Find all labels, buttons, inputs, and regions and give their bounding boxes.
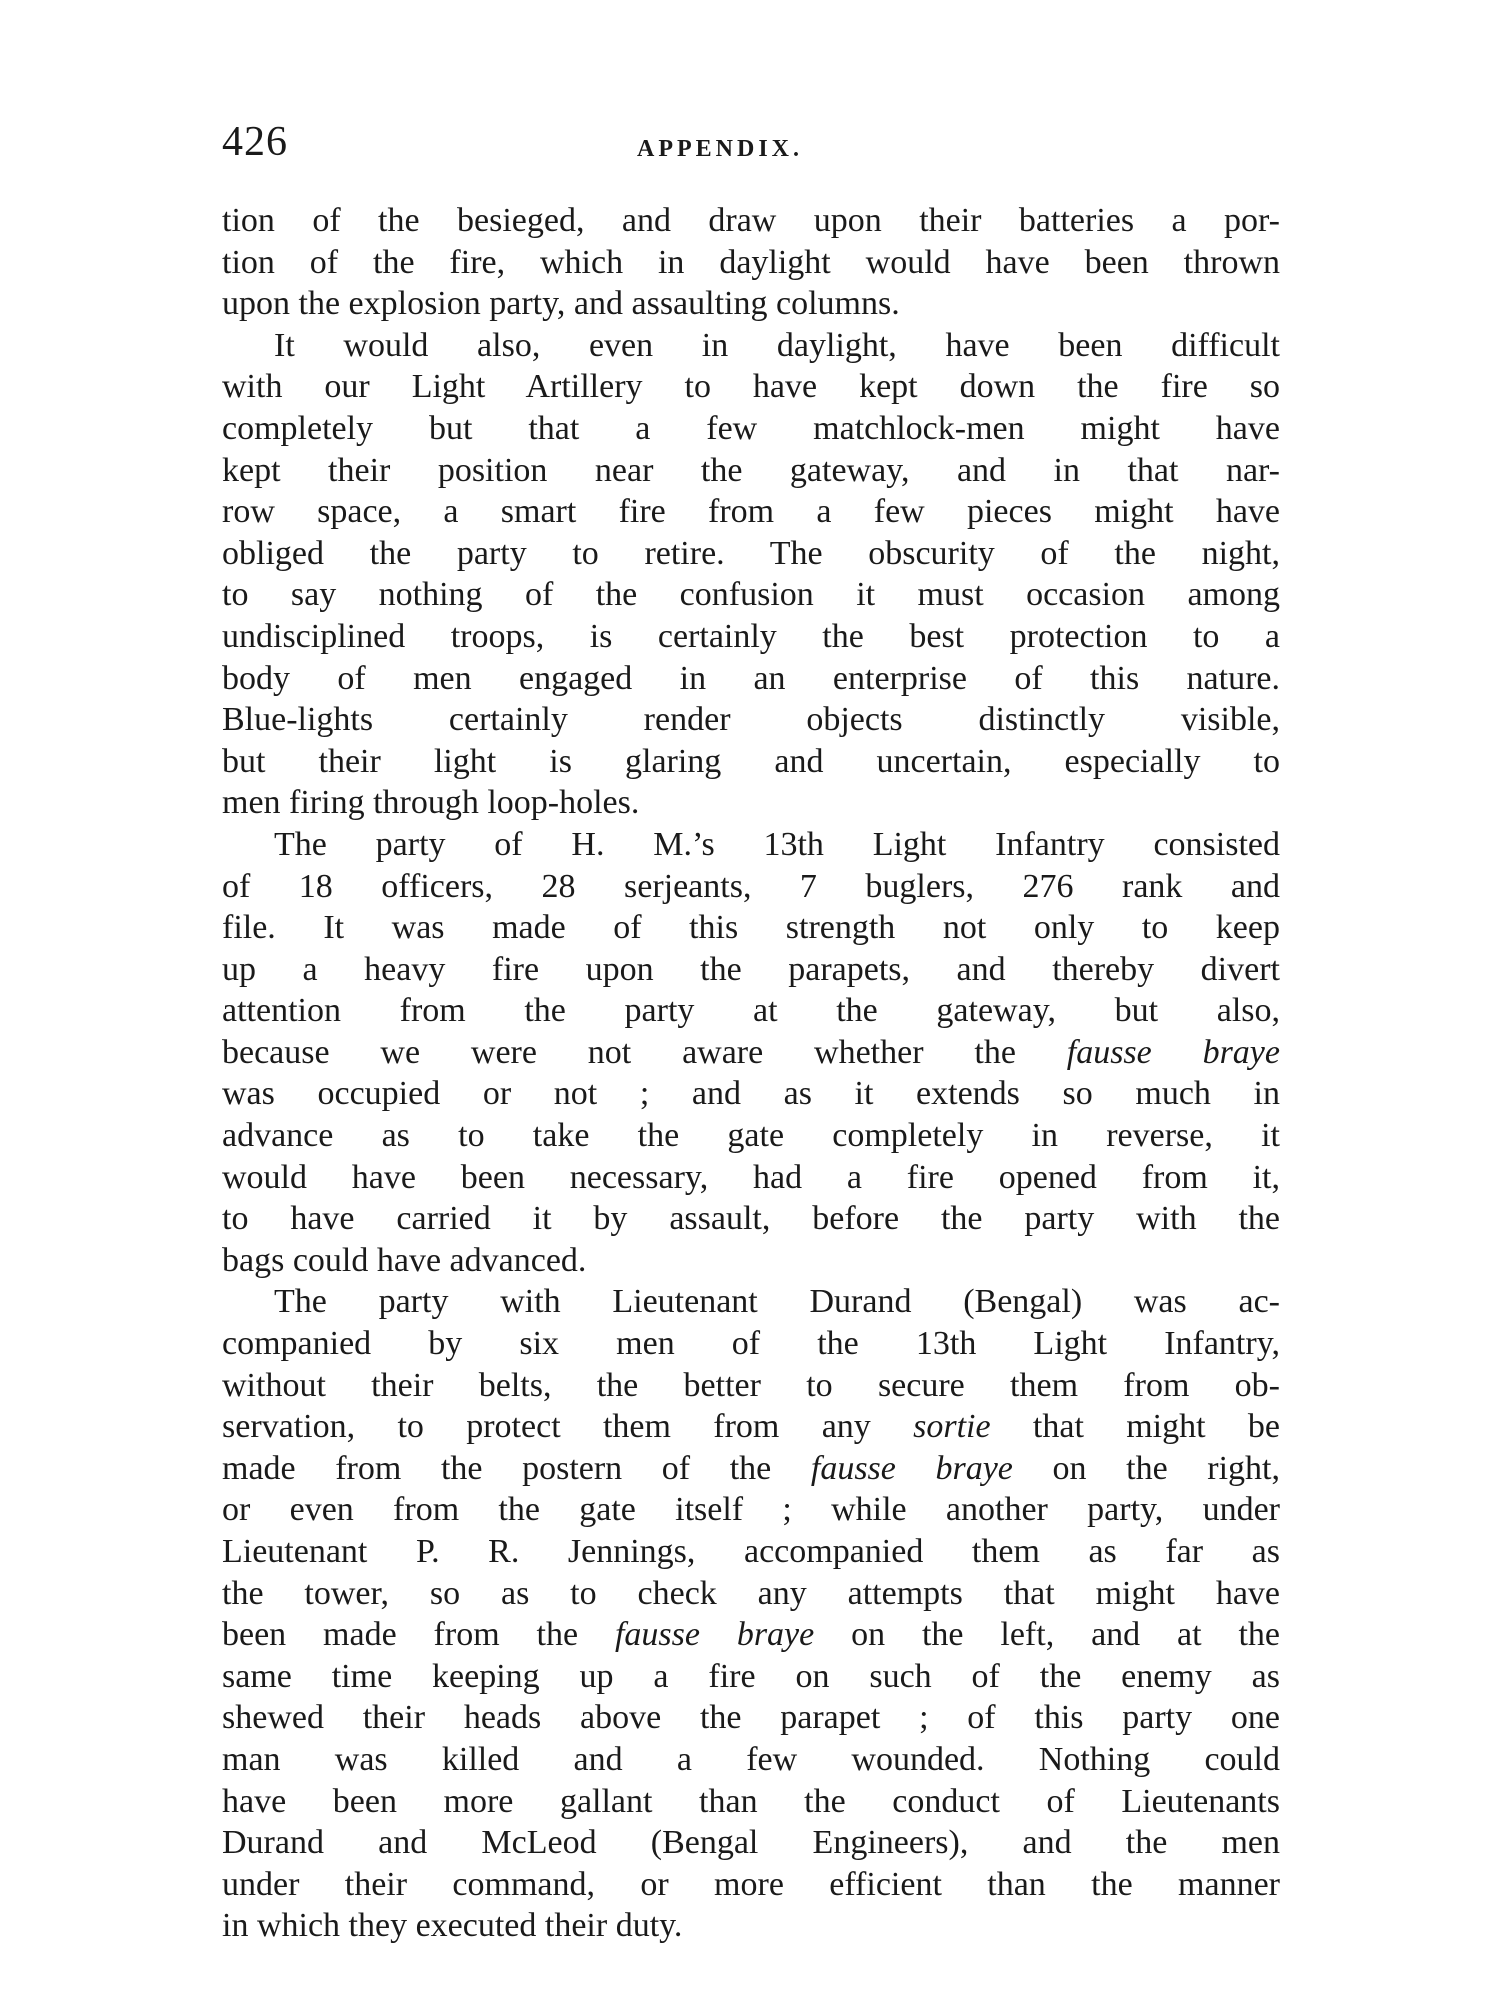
text-line bbox=[222, 824, 1280, 866]
text-run: tion of the besieged, and draw upon their batteries a por- bbox=[222, 202, 1280, 239]
text-line bbox=[222, 1240, 1280, 1282]
text-line bbox=[222, 1281, 1280, 1323]
text-run: or even from the gate itself ; while another party, under bbox=[222, 1491, 1280, 1529]
text-line bbox=[222, 1448, 1280, 1490]
text-line bbox=[222, 1157, 1280, 1199]
text-run: body of men engaged in an enterprise of this nature. bbox=[222, 659, 1280, 697]
text-run: because we were not aware whether the bbox=[222, 1033, 1067, 1071]
text-run: upon the explosion party, and assaulting columns. bbox=[222, 285, 900, 323]
text-line bbox=[222, 782, 1280, 824]
text-line bbox=[222, 1489, 1280, 1531]
text-run: tion of the fire, which in daylight would have been thrown bbox=[222, 243, 1280, 281]
italic-term: fausse braye bbox=[810, 1449, 1013, 1487]
text-run: The party of H. M.’s 13th Light Infantry consisted bbox=[274, 825, 1280, 863]
text-run: up a heavy fire upon the parapets, and thereby divert bbox=[222, 950, 1280, 988]
text-line bbox=[222, 491, 1280, 533]
text-run: bags could have advanced. bbox=[222, 1241, 587, 1279]
text-line bbox=[222, 325, 1280, 367]
text-run: have been more gallant than the conduct of Lieutenants bbox=[222, 1782, 1280, 1820]
text-run: Durand and McLeod (Bengal Engineers), and the men bbox=[222, 1824, 1280, 1862]
text-run: row space, a smart fire from a few pieces might have bbox=[222, 493, 1280, 531]
text-line bbox=[222, 1198, 1280, 1240]
italic-term: fausse braye bbox=[614, 1616, 815, 1654]
text-line bbox=[222, 574, 1280, 616]
text-line bbox=[222, 741, 1280, 783]
italic-term: sortie bbox=[913, 1408, 991, 1446]
text-line bbox=[222, 1032, 1280, 1074]
text-line bbox=[222, 1614, 1280, 1656]
text-run: The party with Lieutenant Durand (Bengal) was ac- bbox=[274, 1283, 1280, 1321]
text-line bbox=[222, 366, 1280, 408]
text-run: but their light is glaring and uncertain, especially to bbox=[222, 742, 1280, 780]
page-number: 426 bbox=[222, 119, 288, 165]
text-line bbox=[222, 450, 1280, 492]
text-line bbox=[222, 1656, 1280, 1698]
page-header bbox=[222, 118, 1282, 178]
text-run: kept their position near the gateway, and in that nar- bbox=[222, 451, 1280, 489]
text-line bbox=[222, 990, 1280, 1032]
text-line bbox=[222, 1781, 1280, 1823]
text-run: completely but that a few matchlock-men might have bbox=[222, 409, 1280, 447]
text-run: servation, to protect them from any bbox=[222, 1408, 914, 1446]
text-run: file. It was made of this strength not only to keep bbox=[222, 909, 1280, 947]
text-run: in which they executed their duty. bbox=[222, 1907, 683, 1945]
text-line bbox=[222, 949, 1280, 991]
text-run: Lieutenant P. R. Jennings, accompanied them as far as bbox=[222, 1533, 1280, 1570]
text-run: undisciplined troops, is certainly the best protection to a bbox=[222, 617, 1280, 655]
italic-term: fausse braye bbox=[1066, 1033, 1280, 1071]
text-run: It would also, even in daylight, have been difficult bbox=[274, 326, 1280, 364]
text-line bbox=[222, 1905, 1280, 1947]
text-run: man was killed and a few wounded. Nothing could bbox=[222, 1740, 1280, 1778]
text-line bbox=[222, 1115, 1280, 1157]
text-run: to say nothing of the confusion it must occasion among bbox=[222, 576, 1280, 614]
text-run: would have been necessary, had a fire opened from it, bbox=[222, 1158, 1280, 1196]
body-text bbox=[222, 200, 1280, 1947]
text-run: on the right, bbox=[1012, 1449, 1280, 1487]
text-run: the tower, so as to check any attempts that might have bbox=[222, 1574, 1280, 1612]
text-line bbox=[222, 200, 1280, 242]
text-run: under their command, or more efficient than the manner bbox=[222, 1865, 1280, 1903]
text-line bbox=[222, 1406, 1280, 1448]
text-line bbox=[222, 1573, 1280, 1615]
text-line bbox=[222, 1531, 1280, 1573]
text-run: to have carried it by assault, before the party with the bbox=[222, 1200, 1280, 1238]
text-line bbox=[222, 699, 1280, 741]
text-line bbox=[222, 1822, 1280, 1864]
text-line bbox=[222, 616, 1280, 658]
text-line bbox=[222, 1864, 1280, 1906]
text-line bbox=[222, 1739, 1280, 1781]
text-run: without their belts, the better to secure them from ob- bbox=[222, 1366, 1280, 1404]
text-run: been made from the bbox=[222, 1616, 615, 1654]
text-run: obliged the party to retire. The obscurity of the night, bbox=[222, 534, 1280, 572]
running-head: APPENDIX. bbox=[637, 136, 803, 162]
text-run: shewed their heads above the parapet ; of this party one bbox=[222, 1699, 1280, 1737]
text-line bbox=[222, 1073, 1280, 1115]
text-line bbox=[222, 408, 1280, 450]
text-line bbox=[222, 658, 1280, 700]
text-run: same time keeping up a fire on such of the enemy as bbox=[222, 1657, 1280, 1695]
text-run: on the left, and at the bbox=[814, 1616, 1280, 1654]
text-run: companied by six men of the 13th Light Infantry, bbox=[222, 1325, 1280, 1363]
text-run: attention from the party at the gateway, but also, bbox=[222, 992, 1280, 1030]
text-run: advance as to take the gate completely in reverse, it bbox=[222, 1117, 1280, 1155]
text-line bbox=[222, 1697, 1280, 1739]
text-run: with our Light Artillery to have kept down the fire so bbox=[222, 368, 1280, 406]
text-run: men firing through loop-holes. bbox=[222, 784, 640, 822]
text-line bbox=[222, 907, 1280, 949]
text-run: was occupied or not ; and as it extends so much in bbox=[222, 1075, 1280, 1113]
text-run: of 18 officers, 28 serjeants, 7 buglers, 276 rank and bbox=[222, 867, 1280, 905]
text-run: that might be bbox=[990, 1408, 1281, 1446]
text-line bbox=[222, 283, 1280, 325]
text-line bbox=[222, 1365, 1280, 1407]
text-line bbox=[222, 1323, 1280, 1365]
text-run: Blue-lights certainly render objects distinctly visible, bbox=[222, 701, 1280, 739]
text-line bbox=[222, 242, 1280, 284]
text-line bbox=[222, 533, 1280, 575]
text-run: made from the postern of the bbox=[222, 1449, 811, 1487]
text-line bbox=[222, 866, 1280, 908]
